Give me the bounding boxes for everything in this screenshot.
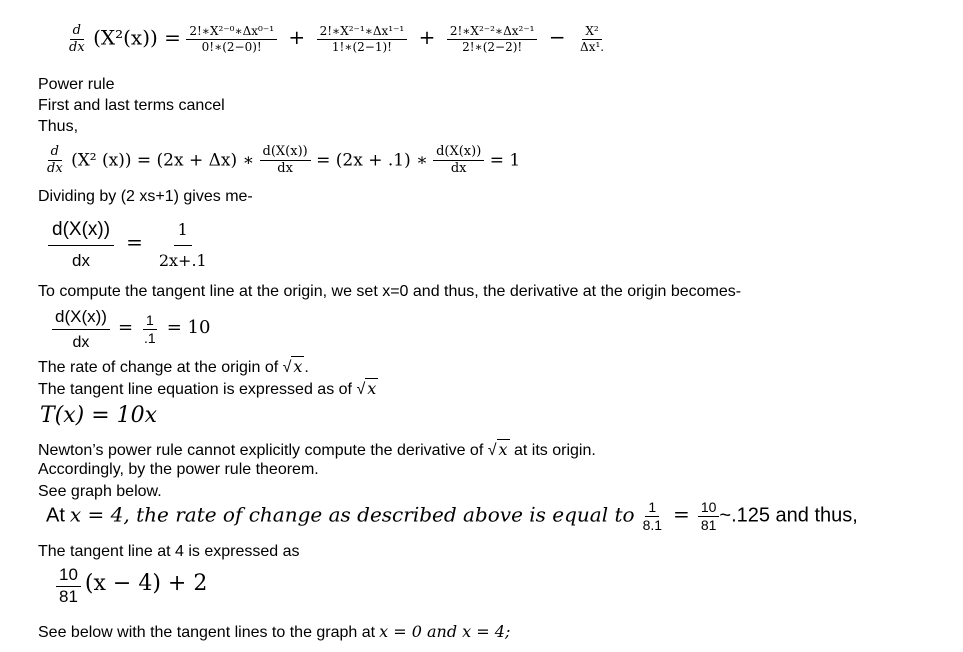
term-3: $\frac{\text{2!∗X²⁻²∗Δx²⁻¹}}{2!∗(2-2)!}$ xyxy=(447,25,538,54)
derivative-fraction-1: $\frac{d(X(x))}{dx}$ xyxy=(260,145,311,177)
sqrt-x: √ x xyxy=(282,357,303,376)
tangent-line-equation: T(x) = 10x xyxy=(40,403,158,428)
result-fraction: $\frac{1}{.1}$ xyxy=(144,311,156,347)
equation-lhs: (X²(x)) = xyxy=(93,25,181,50)
text-rate-origin: The rate of change at the origin of √ x . xyxy=(38,357,309,376)
tangent-at-four-equation: $\frac{10}{81}$ (x − 4) + 2 xyxy=(56,566,207,606)
term-2: $\frac{\text{2!∗X²⁻¹∗Δx¹⁻¹}}{1!∗(2-1)!}$ xyxy=(317,25,408,54)
derivative-operator: $\frac{d}{dx}$ xyxy=(69,23,85,56)
term-1: $\frac{\text{2!∗X²⁻⁰∗Δx⁰⁻¹}}{0!∗(2-0)!}$ xyxy=(186,25,277,54)
text-accordingly: Accordingly, by the power rule theorem. xyxy=(38,461,319,478)
derivative-result-equation: $\frac{d(X(x))}{dx}$ = $\frac{1}{2x+.1}$ xyxy=(48,220,211,271)
text-first-last-cancel: First and last terms cancel xyxy=(38,97,225,114)
derivative-fraction: $\frac{d(X(x))}{dx}$ xyxy=(52,308,110,351)
binomial-expansion-equation: $\frac{d}{dx}$ (X²(x)) = $\frac{\text{2!∗X²⁻⁰∗Δx⁰⁻¹}}{0!∗(2-0)!}$ + $\frac{\text{2!∗X²⁻¹∗Δx¹⁻¹}}{1!∗(2-1)!}$ + $\frac{\text{2!∗X²⁻²∗Δx²⁻¹}}{2!∗(2-2)!}$ − $\frac{\text{X²}}{\text{Δx¹.}}$ xyxy=(66,24,607,56)
equation-lhs: (X² (x)) = (2x + Δx) ∗ xyxy=(71,150,255,171)
sqrt-x: √ x xyxy=(487,440,508,459)
text-tangent-origin: To compute the tangent line at the origin, we set x=0 and thus, the derivative at the origin becomes- xyxy=(38,283,742,300)
derivative-fraction: $\frac{d(X(x))}{dx}$ xyxy=(48,220,114,271)
text-see-graph: See graph below. xyxy=(38,483,162,500)
derivative-at-origin-equation: $\frac{d(X(x))}{dx}$ = $\frac{1}{.1}$ = 10 xyxy=(52,308,210,351)
equation-rhs: = 1 xyxy=(489,150,521,171)
sqrt-x: √ x xyxy=(356,379,377,398)
fraction-1-over-8-1: $\frac{1}{8.1}$ xyxy=(642,499,663,534)
text-thus: Thus, xyxy=(38,118,79,135)
equation-mid: = (2x + .1) ∗ xyxy=(316,150,428,171)
text-tangent-equation: The tangent line equation is expressed as of √ x xyxy=(38,379,377,398)
rate-at-four-line: At x = 4, the rate of change as described above is equal to $\frac{1}{8.1}$ = $\frac{10}{81}$ ~.125 and thus, xyxy=(46,499,858,534)
text-newton: Newton’s power rule cannot explicitly compute the derivative of √ x at its origin. xyxy=(38,440,596,459)
term-4: $\frac{\text{X²}}{\text{Δx¹.}}$ xyxy=(580,24,605,55)
text-dividing: Dividing by (2 xs+1) gives me- xyxy=(38,188,253,205)
result-fraction: $\frac{1}{2x+.1}$ xyxy=(158,220,207,270)
derivative-operator: $\frac{d}{dx}$ xyxy=(47,144,63,177)
derivative-product-equation xyxy=(44,145,520,177)
fraction-10-over-81: $\frac{10}{81}$ xyxy=(698,500,720,534)
text-tangent-at-four: The tangent line at 4 is expressed as xyxy=(38,543,300,560)
fraction-10-over-81: $\frac{10}{81}$ xyxy=(56,566,81,606)
derivative-fraction-2: $\frac{d(X(x))}{dx}$ xyxy=(433,145,484,177)
text-see-below: See below with the tangent lines to the graph at x = 0 and x = 4; xyxy=(38,622,511,641)
text-power-rule: Power rule xyxy=(38,76,115,93)
